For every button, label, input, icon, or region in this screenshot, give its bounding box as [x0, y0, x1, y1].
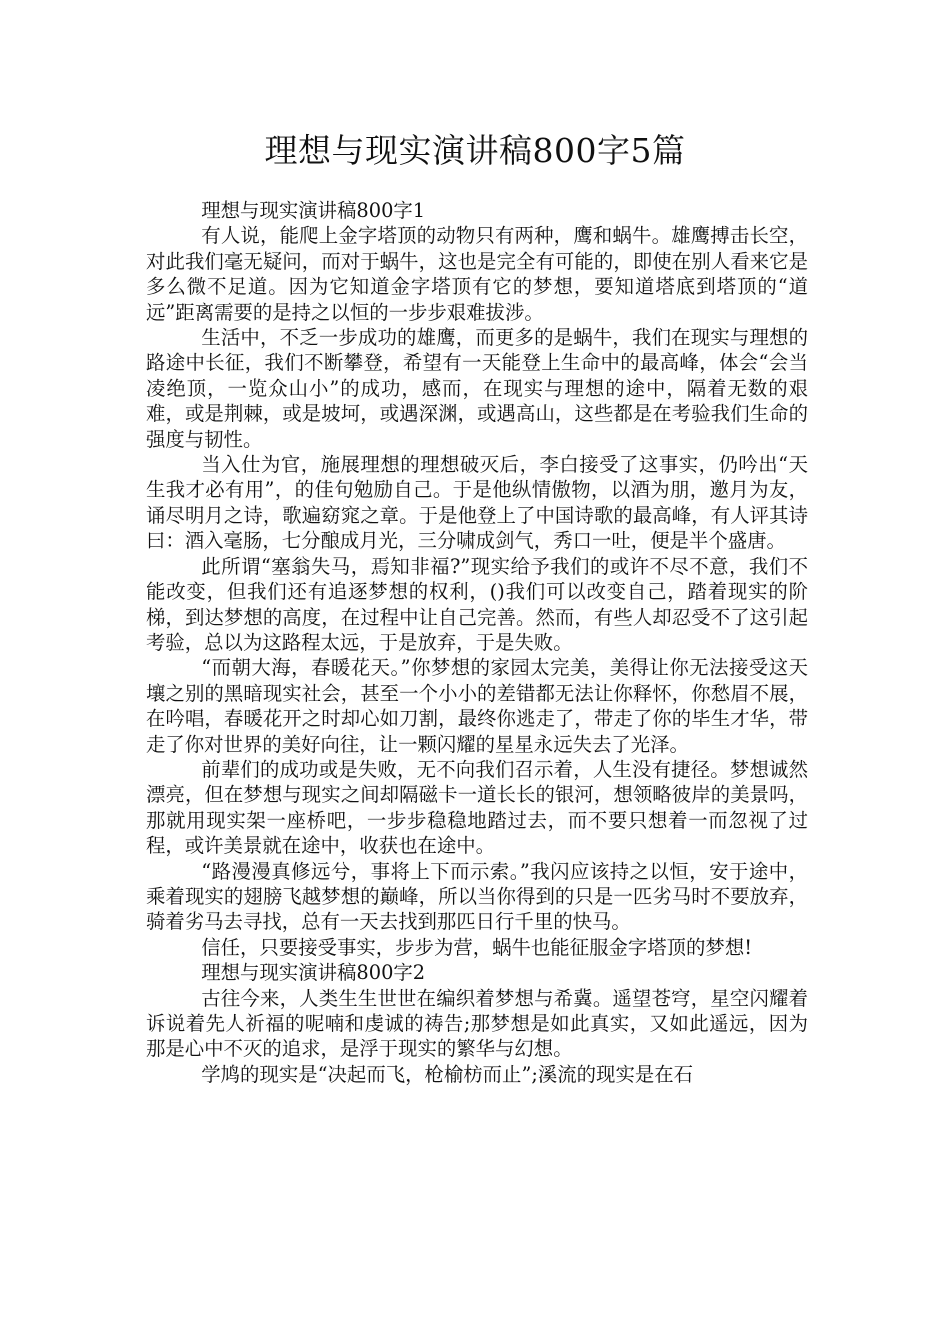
paragraph: “而朝大海，春暖花天。”你梦想的家园太完美，美得让你无法接受这天壤之别的黑暗现实社会，甚至一个小小的差错都无法让你释怀，你愁眉不展，在吟唱，春暖花开之时却心如刀割，最终你逃走了，带走了你的毕生才华，带走了你对世界的美好向往，让一颗闪耀的星星永远失去了光泽。 — [146, 656, 808, 756]
document-title: 理想与现实演讲稿800字5篇 — [264, 131, 686, 170]
paragraph: 此所谓“塞翁失马，焉知非福?”现实给予我们的或许不尽不意，我们不能改变，但我们还有追逐梦想的权利，()我们可以改变自己，踏着现实的阶梯，到达梦想的高度，在过程中让自己完善。然而，有些人却忍受不了这引起考验，总以为这路程太远，于是放弃，于是失败。 — [146, 554, 808, 654]
paragraph: 学鸠的现实是“决起而飞，枪榆枋而止”;溪流的现实是在石 — [201, 1062, 694, 1086]
section-heading-2: 理想与现实演讲稿800字2 — [201, 961, 426, 985]
document-body — [146, 198, 808, 1087]
paragraph: 古往今来，人类生生世世在编织着梦想与希冀。遥望苍穹，星空闪耀着诉说着先人祈福的呢喃和虔诚的祷告;那梦想是如此真实，又如此遥远，因为那是心中不灭的追求，是浮于现实的繁华与幻想。 — [146, 986, 808, 1061]
paragraph: 当入仕为官，施展理想的理想破灭后，李白接受了这事实，仍吟出“天生我才必有用”，的佳句勉励自己。于是他纵情傲物，以酒为朋，邀月为友，诵尽明月之诗，歌遍窈窕之章。于是他登上了中国诗歌的最高峰，有人评其诗曰：酒入毫肠，七分酿成月光，三分啸成剑气，秀口一吐，便是半个盛唐。 — [146, 453, 808, 553]
paragraph: “路漫漫真修远兮，事将上下而示索。”我闪应该持之以恒，安于途中，乘着现实的翅膀飞越梦想的巅峰，所以当你得到的只是一匹劣马时不要放弃，骑着劣马去寻找，总有一天去找到那匹日行千里的快马。 — [146, 859, 808, 934]
paragraph: 信任，只要接受事实，步步为营，蜗牛也能征服金字塔顶的梦想! — [201, 935, 753, 959]
paragraph: 生活中，不乏一步成功的雄鹰，而更多的是蜗牛，我们在现实与理想的路途中长征，我们不断攀登，希望有一天能登上生命中的最高峰，体会“会当凌绝顶，一览众山小”的成功，感而，在现实与理想的途中，隔着无数的艰难，或是荆棘，或是坡坷，或遇深渊，或遇高山，这些都是在考验我们生命的强度与韧性。 — [146, 326, 808, 451]
paragraph: 前辈们的成功或是失败，无不向我们召示着，人生没有捷径。梦想诚然漂亮，但在梦想与现实之间却隔磁卡一道长长的银河，想领略彼岸的美景吗，那就用现实架一座桥吧，一步步稳稳地踏过去，而不要只想着一而忽视了过程，或许美景就在途中，收获也在途中。 — [146, 757, 808, 858]
section-heading-1: 理想与现实演讲稿800字1 — [201, 199, 426, 222]
paragraph: 有人说，能爬上金字塔顶的动物只有两种，鹰和蜗牛。雄鹰搏击长空，对此我们毫无疑问，而对于蜗牛，这也是完全有可能的，即使在别人看来它是多么微不足道。因为它知道金字塔顶有它的梦想，要知道塔底到塔顶的“道远”距离需要的是持之以恒的一步步艰难拔涉。 — [146, 224, 808, 324]
